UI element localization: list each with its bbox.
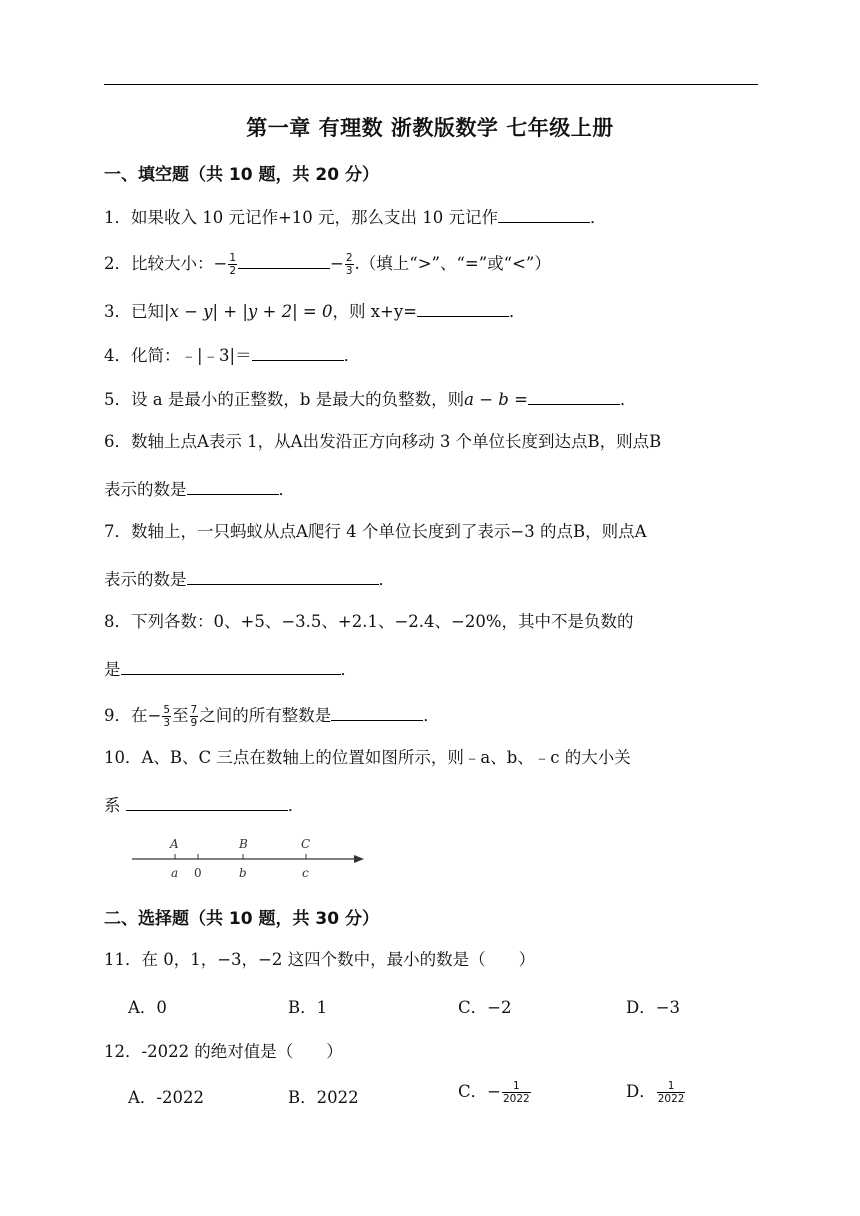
question-8-line-2: 是 ． [104,656,357,682]
question-2-text: 2．比较大小：− [104,254,228,273]
question-7-line-2: 表示的数是 ． [104,566,395,592]
question-2: 2．比较大小：− $\frac{1}{2}$ − $\frac{2}{3}$ .（填上“>”、“=”或“<”） [104,252,551,277]
question-12: 12．-2022 的绝对值是（ ） [104,1042,343,1061]
q12-option-d[interactable]: D． $\frac{1}{2022}$ [626,1080,685,1105]
question-6-line-1: 6．数轴上点A表示 1，从A出发沿正方向移动 3 个单位长度到达点B，则点B [104,432,662,451]
q12-option-b[interactable]: B．2022 [288,1088,359,1107]
question-3: 3．已知|x − y| + |y + 2| = 0，则 x+y= ． [104,298,525,324]
fraction: $\frac{1}{2022}$ [657,1080,685,1105]
q11-option-d[interactable]: D．−3 [626,998,681,1017]
question-1: 1．如果收入 10 元记作+10 元，那么支出 10 元记作 ． [104,204,607,230]
point-label-b-lower: b [239,866,247,880]
question-7-line-1: 7．数轴上，一只蚂蚁从点A爬行 4 个单位长度到了表示−3 的点B，则点A [104,522,647,541]
point-label-a-lower: a [171,866,179,880]
point-label-a-upper: A [170,837,179,851]
q11-option-b[interactable]: B．1 [288,998,328,1017]
fraction: $\frac{7}{9}$ [190,704,198,729]
section-heading-multiple-choice: 二、选择题（共 10 题，共 30 分） [104,909,379,929]
math-expression: |x − y| + |y + 2| = 0 [164,302,333,321]
point-label-c-upper: C [301,837,311,851]
question-11: 11．在 0，1，−3，−2 这四个数中，最小的数是（ ） [104,950,536,969]
question-9: 9．在− $\frac{5}{3}$ 至 $\frac{7}{9}$ 之间的所有整数是 ． [104,704,440,729]
question-10-line-1: 10．A、B、C 三点在数轴上的位置如图所示，则﹣a、b、﹣c 的大小关 [104,748,631,767]
question-10-line-2: 系 ． [104,792,304,818]
fraction: $\frac{2}{3}$ [345,252,353,277]
point-label-zero: 0 [194,866,202,880]
math-expression: a − b = [464,390,528,409]
question-4: 4．化简：﹣|﹣3|＝ ． [104,342,360,368]
answer-blank[interactable] [126,792,288,811]
answer-blank[interactable] [331,702,423,721]
section-heading-fill-in: 一、填空题（共 10 题，共 20 分） [104,165,379,185]
header-rule [104,84,758,85]
q12-option-a[interactable]: A．-2022 [128,1088,204,1107]
answer-blank[interactable] [417,298,509,317]
q11-option-a[interactable]: A．0 [128,998,167,1017]
answer-blank[interactable] [238,250,330,269]
answer-blank[interactable] [528,386,620,405]
answer-blank[interactable] [187,476,279,495]
answer-blank[interactable] [252,342,344,361]
point-label-b-upper: B [239,837,248,851]
page-title: 第一章 有理数 浙教版数学 七年级上册 [246,116,614,140]
answer-blank[interactable] [498,204,590,223]
fraction: $\frac{1}{2}$ [229,252,237,277]
point-label-c-lower: c [302,866,309,880]
q12-option-c[interactable]: C．− $\frac{1}{2022}$ [458,1080,530,1105]
arrow-head-icon [354,855,364,863]
question-8-line-1: 8．下列各数：0、+5、−3.5、+2.1、−2.4、−20%，其中不是负数的 [104,612,634,631]
q11-option-c[interactable]: C．−2 [458,998,512,1017]
answer-blank[interactable] [187,566,379,585]
fraction: $\frac{5}{3}$ [163,704,171,729]
question-1-text: 1．如果收入 10 元记作+10 元，那么支出 10 元记作 [104,208,499,227]
question-5: 5．设 a 是最小的正整数，b 是最大的负整数，则a − b = ． [104,386,636,412]
number-line-figure [128,830,368,886]
fraction: $\frac{1}{2022}$ [502,1080,530,1105]
answer-blank[interactable] [121,656,341,675]
question-6-line-2: 表示的数是 ． [104,476,295,502]
